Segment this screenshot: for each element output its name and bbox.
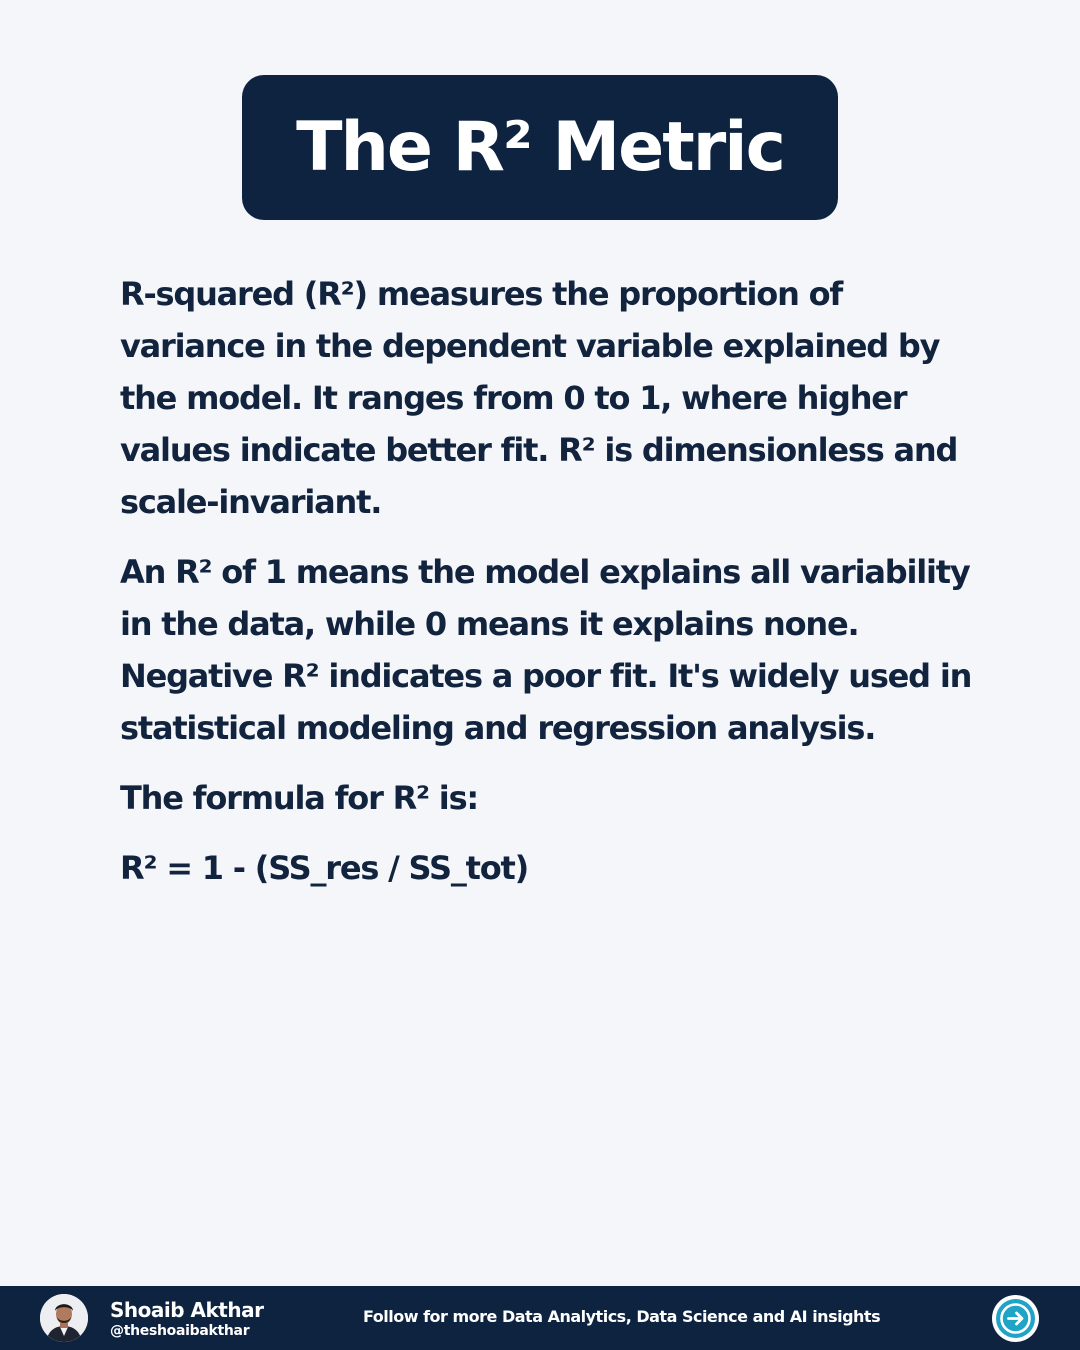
formula-text: R² = 1 - (SS_res / SS_tot): [120, 849, 529, 887]
avatar: [40, 1294, 88, 1342]
body-content: [120, 268, 980, 912]
paragraph-definition: R-squared (R²) measures the proportion of variance in the dependent variable explained by the model. It ranges from 0 to 1, where higher values indicate better fit. R² is dimensionless and scale-invariant.: [120, 275, 958, 521]
author-handle: @theshoaibakthar: [110, 1323, 250, 1339]
author-name: Shoaib Akthar: [110, 1298, 264, 1322]
title-banner: [242, 75, 838, 220]
arrow-right-circle-icon: [992, 1295, 1039, 1342]
follow-text: Follow for more Data Analytics, Data Science and AI insights: [363, 1307, 881, 1326]
page-title: The R² Metric: [296, 108, 784, 187]
paragraph-interpretation: An R² of 1 means the model explains all variability in the data, while 0 means it explains none. Negative R² indicates a poor fit. It's widely used in statistical modeling and regression analysis.: [120, 553, 972, 747]
footer-bar: [0, 1286, 1080, 1350]
avatar-photo-icon: [40, 1294, 88, 1342]
next-button[interactable]: [992, 1295, 1039, 1342]
paragraph-formula-intro: The formula for R² is:: [120, 779, 479, 817]
